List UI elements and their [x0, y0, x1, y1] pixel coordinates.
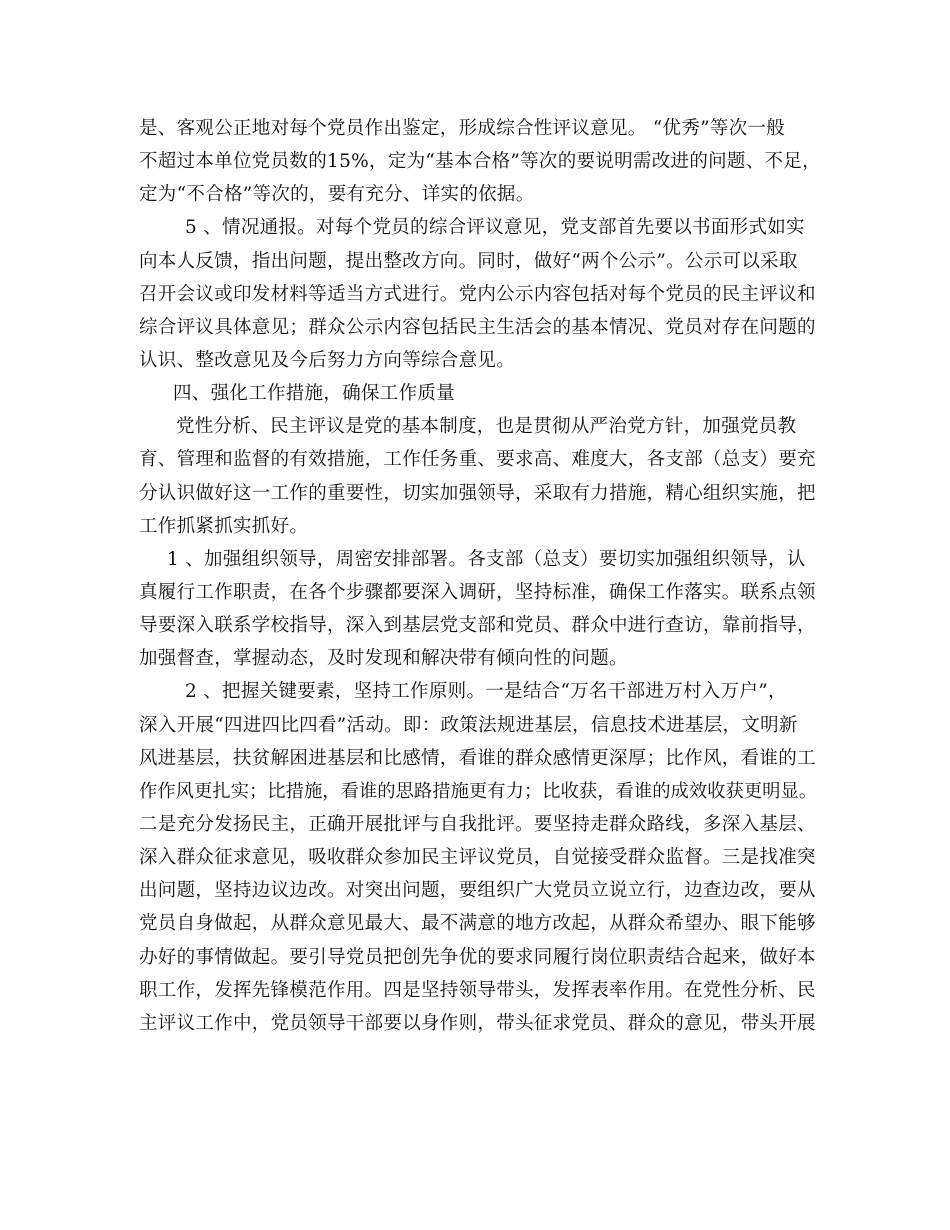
text-line: 认识、整改意见及今后努力方向等综合意见。: [139, 349, 516, 371]
text-line: 主评议工作中，党员领导干部要以身作则，带头征求党员、群众的意见，带头开展: [139, 1012, 816, 1034]
text-line: 职工作，发挥先锋模范作用。四是坚持领导带头，发挥表率作用。在党性分析、民: [139, 979, 816, 1001]
text-line: 工作抓紧抓实抓好。: [139, 515, 309, 537]
text-line: 1 、加强组织领导，周密安排部署。各支部（总支）要切实加强组织领导，认: [167, 548, 806, 570]
text-line: 育、管理和监督的有效措施，工作任务重、要求高、难度大，各支部（总支）要充: [139, 449, 816, 471]
text-line: 召开会议或印发材料等适当方式进行。党内公示内容包括对每个党员的民主评议和: [139, 283, 816, 305]
text-line: 真履行工作职责，在各个步骤都要深入调研，坚持标准，确保工作落实。联系点领: [139, 581, 816, 603]
text-line: 作作风更扎实；比措施，看谁的思路措施更有力；比收获，看谁的成效收获更明显。: [139, 780, 818, 802]
text-line: 党员自身做起，从群众意见最大、最不满意的地方改起，从群众希望办、眼下能够: [139, 913, 816, 935]
text-line: 深入群众征求意见，吸收群众参加民主评议党员，自觉接受群众监督。三是找准突: [139, 847, 816, 869]
section-heading: 四、强化工作措施，确保工作质量: [173, 383, 456, 405]
text-line: 是、客观公正地对每个党员作出鉴定，形成综合性评议意见。 “优秀”等次一般: [139, 118, 786, 139]
text-line: 5 、情况通报。对每个党员的综合评议意见，党支部首先要以书面形式如实: [185, 217, 805, 239]
text-line: 向本人反馈，指出问题，提出整改方向。同时，做好“两个公示”。公示可以采取: [139, 250, 798, 272]
text-line: 风进基层，扶贫解困进基层和比感情，看谁的群众感情更深厚；比作风，看谁的工: [139, 747, 816, 769]
text-line: 分认识做好这一工作的重要性，切实加强领导，采取有力措施，精心组织实施，把: [139, 482, 816, 504]
text-line: 办好的事情做起。要引导党员把创先争优的要求同履行岗位职责结合起来，做好本: [139, 946, 816, 968]
text-line: 定为“不合格”等次的，要有充分、详实的依据。: [139, 184, 535, 206]
text-line: 党性分析、民主评议是党的基本制度，也是贯彻从严治党方针，加强党员教: [176, 416, 797, 438]
text-line: 深入开展“四进四比四看”活动。即：政策法规进基层，信息技术进基层，文明新: [139, 714, 798, 736]
text-line: 综合评议具体意见；群众公示内容包括民主生活会的基本情况、党员对存在问题的: [139, 316, 816, 338]
text-line: 导要深入联系学校指导，深入到基层党支部和党员、群众中进行查访，靠前指导，: [139, 615, 816, 637]
text-line: 2 、把握关键要素，坚持工作原则。一是结合“万名干部进万村入万户”，: [185, 681, 787, 703]
text-line: 加强督查，掌握动态，及时发现和解决带有倾向性的问题。: [139, 648, 628, 670]
document-body: [139, 112, 829, 1040]
text-line: 不超过本单位党员数的15%，定为“基本合格”等次的要说明需改进的问题、不足，: [139, 151, 821, 173]
text-line: 出问题，坚持边议边改。对突出问题，要组织广大党员立说立行，边查边改，要从: [139, 880, 816, 902]
text-line: 二是充分发扬民主，正确开展批评与自我批评。要坚持走群众路线，多深入基层、: [139, 813, 816, 835]
